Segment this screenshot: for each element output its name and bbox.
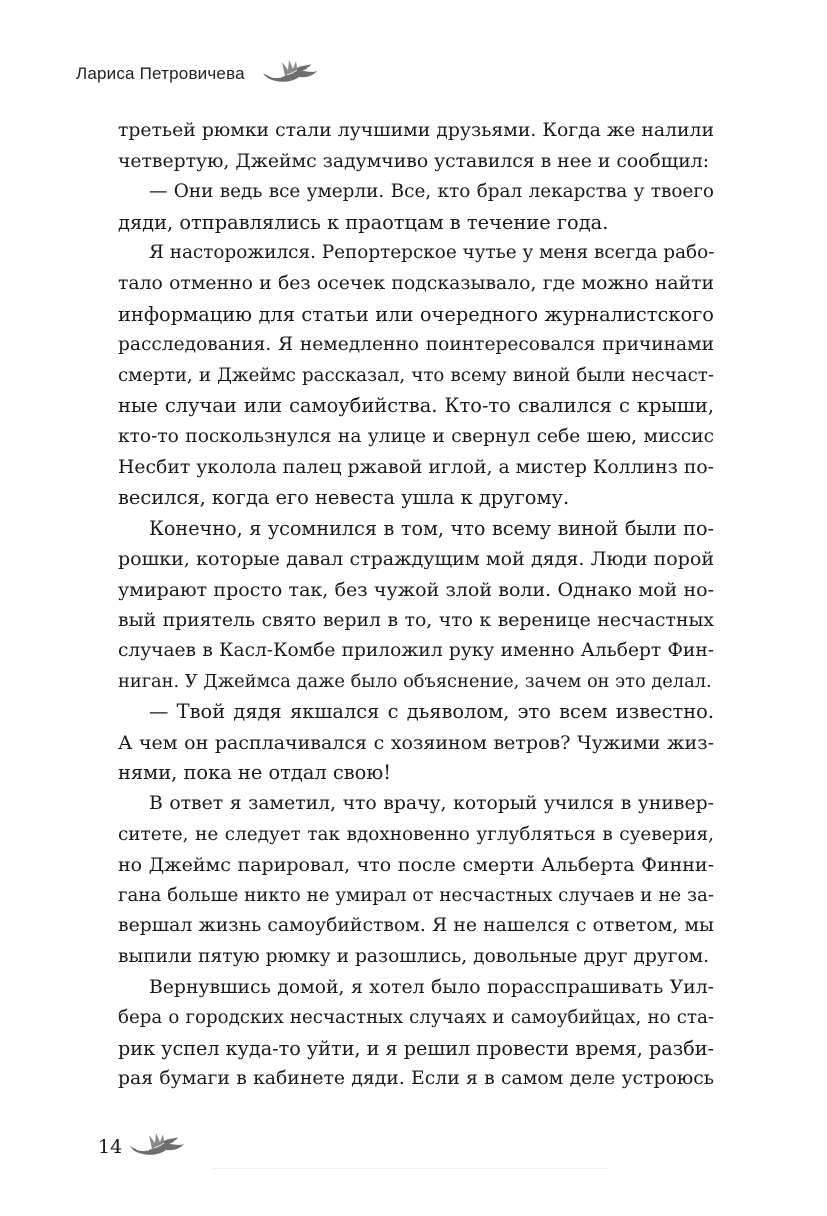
text-line: рая бумаги в кабинете дяди. Если я в самом деле устроюсь	[118, 1068, 714, 1090]
text-line: В ответ я заметил, что врачу, который учился в универ-	[149, 793, 714, 815]
text-line: но Джеймс парировал, что после смерти Альберта Финни-	[118, 854, 714, 877]
text-line: третьей рюмки стали лучшими друзьями. Когда же налили	[118, 120, 714, 141]
text-line: нями, пока не отдал свою!	[118, 761, 392, 785]
text-line: вый приятель свято верил в то, что к веренице несчастных	[118, 609, 714, 631]
text-line: дяди, отправлялись к праотцам в течение года.	[118, 210, 609, 234]
text-line: случаев в Касл-Комбе приложил руку именно Альберт Фин-	[118, 640, 714, 662]
bottom-rule	[212, 1168, 608, 1169]
text-line: бера о городских несчастных случаях и самоубийцах, но ста-	[118, 1007, 714, 1029]
text-line: ситете, не следует так вдохновенно углубляться в суеверия,	[118, 823, 714, 845]
text-line: расследования. Я немедленно поинтересовался причинами	[118, 334, 714, 356]
text-line: четвертую, Джеймс задумчиво уставился в нее и сообщил:	[118, 150, 710, 172]
text-line: Конечно, я усомнился в том, что всему виной были по-	[149, 516, 714, 540]
author-name: Лариса Петровичева	[76, 63, 245, 83]
text-line: — Они ведь все умерли. Все, кто брал лекарства у твоего	[149, 181, 714, 203]
text-line: Я насторожился. Репортерское чутье у меня всегда рабо-	[149, 242, 715, 264]
text-line: А чем он расплачивался с хозяином ветров? Чужими жиз-	[118, 731, 714, 754]
text-line: Вернувшись домой, я хотел было порасспрашивать Уил-	[149, 976, 714, 998]
text-line: рошки, которые давал страждущим мой дядя. Люди порой	[118, 548, 714, 571]
text-line: ные случаи или самоубийства. Кто-то свалился с крыши,	[118, 394, 714, 418]
text-line: весился, когда его невеста ушла к другому.	[118, 486, 570, 510]
text-line: смерти, и Джеймс рассказал, что всему виной были несчаст-	[118, 364, 714, 386]
text-line: информацию для статьи или очередного журналистского	[118, 302, 714, 326]
text-line: гана больше никто не умирал от несчастных случаев и не за-	[118, 884, 714, 906]
running-head	[76, 58, 319, 89]
text-line: ниган. У Джеймса даже было объяснение, зачем он это делал.	[118, 670, 712, 692]
text-line: Несбит уколола палец ржавой иглой, а мистер Коллинз по-	[118, 456, 714, 478]
text-line: тало отменно и без осечек подсказывало, где можно найти	[118, 272, 714, 294]
page-body	[118, 116, 714, 1095]
text-line: кто-то поскользнулся на улице и свернул себе шею, миссис	[118, 425, 714, 447]
page-number: 14	[98, 1135, 123, 1158]
page-footer	[98, 1131, 186, 1162]
text-line: рик успел куда-то уйти, и я решил провести время, разби-	[118, 1036, 714, 1060]
text-line: выпили пятую рюмку и разошлись, довольные друг другом.	[118, 946, 710, 968]
dragon-ornament-icon	[128, 1131, 186, 1162]
text-line: вершал жизнь самоубийством. Я не нашелся с ответом, мы	[118, 915, 714, 937]
text-line: умирают просто так, без чужой злой воли. Однако мой но-	[118, 578, 714, 601]
dragon-ornament-icon	[261, 58, 319, 89]
text-line: — Твой дядя якшался с дьяволом, это всем известно.	[149, 700, 714, 724]
